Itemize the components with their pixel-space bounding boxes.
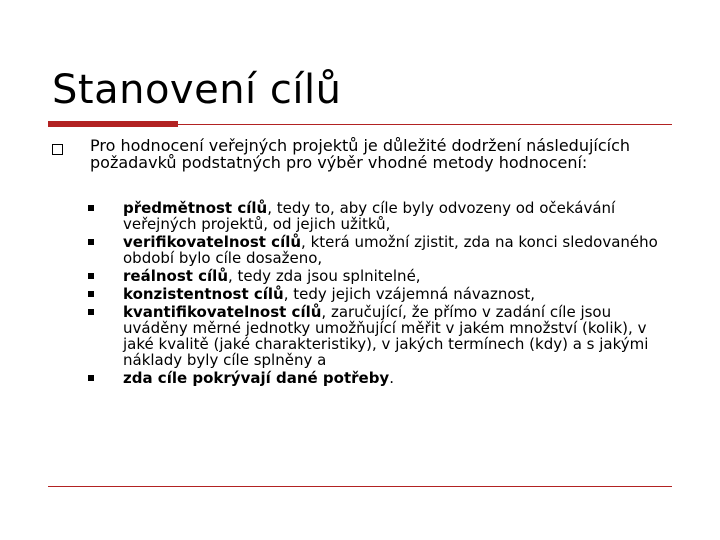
- filled-square-icon: [88, 291, 94, 297]
- hollow-square-icon: [52, 144, 63, 155]
- list-item: [86, 304, 676, 368]
- requirement-text: .: [389, 369, 394, 387]
- filled-square-icon: [88, 205, 94, 211]
- requirement-term: kvantifikovatelnost cílů: [123, 303, 322, 321]
- requirement-term: reálnost cílů: [123, 267, 228, 285]
- requirement-term: verifikovatelnost cílů: [123, 233, 302, 251]
- list-item: [86, 234, 676, 266]
- filled-square-icon: [88, 239, 94, 245]
- requirement-text: , tedy jejich vzájemná návaznost,: [283, 285, 535, 303]
- requirement-term: konzistentnost cílů: [123, 285, 284, 303]
- title-accent-bar: [48, 121, 178, 127]
- requirement-term: předmětnost cílů: [123, 199, 268, 217]
- filled-square-icon: [88, 375, 94, 381]
- filled-square-icon: [88, 273, 94, 279]
- slide-title: Stanovení cílů: [52, 67, 342, 113]
- intro-paragraph: Pro hodnocení veřejných projektů je důležité dodržení následujících požadavků podstatných pro výběr vhodné metody hodnocení:: [90, 136, 631, 172]
- requirement-text: , která umožní zjistit, zda na konci sledovaného období bylo cíle dosaženo,: [123, 233, 658, 267]
- footer-divider-line: [48, 486, 672, 487]
- requirement-text: , tedy zda jsou splnitelné,: [228, 267, 421, 285]
- requirements-list: [86, 200, 676, 388]
- list-item: [86, 370, 676, 386]
- title-divider-line: [178, 124, 672, 125]
- list-item: [86, 286, 676, 302]
- requirement-term: zda cíle pokrývají dané potřeby: [123, 369, 390, 387]
- list-item: [86, 268, 676, 284]
- filled-square-icon: [88, 309, 94, 315]
- requirement-text: , tedy to, aby cíle byly odvozeny od očekávání veřejných projektů, od jejich užitků,: [123, 199, 616, 233]
- list-item: [86, 200, 676, 232]
- requirement-text: , zaručující, že přímo v zadání cíle jsou uváděny měrné jednotky umožňující měřit v jakém množství (kolik), v jaké kvalitě (jaké charakteristiky), v jakých termínech (kdy) a s jakými náklady byly cíle splněny a: [123, 303, 649, 369]
